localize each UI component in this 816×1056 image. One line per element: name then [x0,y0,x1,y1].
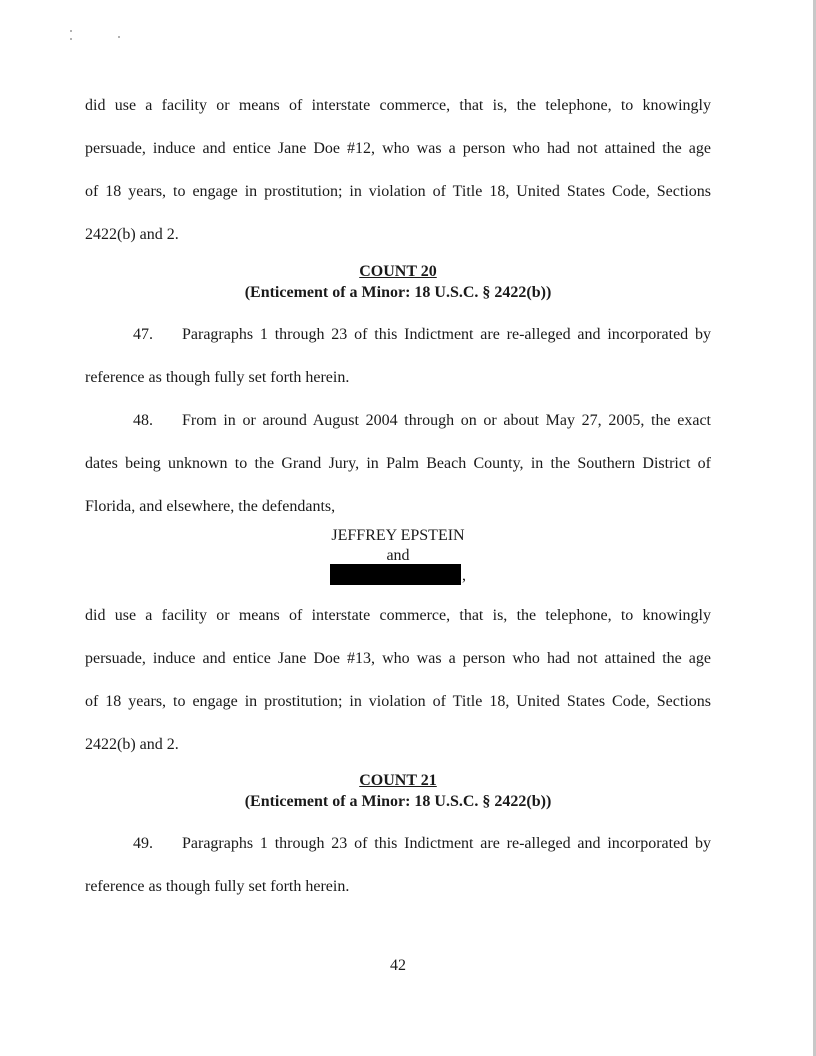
body-line: 2422(b) and 2. [85,226,179,243]
redaction-bar [330,564,461,585]
paragraph-47-line-1 [133,325,711,345]
defendant-name: JEFFREY EPSTEIN [331,527,465,544]
redaction-comma: , [462,567,466,584]
body-line: persuade, induce and entice Jane Doe #12, who was a person who had not attained the age [85,140,711,157]
scan-speck [70,30,72,32]
paragraph-49-line-1 [133,834,711,854]
count-20-title: COUNT 20 [359,263,437,280]
body-line: 2422(b) and 2. [85,736,179,753]
paragraph-number: 47. [133,326,153,343]
count-21-title: COUNT 21 [359,772,437,789]
defendant-conjunction: and [386,547,410,564]
paragraph-number: 49. [133,835,153,852]
count-20-subtitle: (Enticement of a Minor: 18 U.S.C. § 2422(b)) [244,284,552,301]
paragraph-48-line-2: dates being unknown to the Grand Jury, in Palm Beach County, in the Southern District of [85,455,711,472]
body-line: persuade, induce and entice Jane Doe #13, who was a person who had not attained the age [85,650,711,667]
body-line: of 18 years, to engage in prostitution; in violation of Title 18, United States Code, Sections [85,183,711,200]
body-line: did use a facility or means of interstate commerce, that is, the telephone, to knowingly [85,607,711,624]
body-line: of 18 years, to engage in prostitution; in violation of Title 18, United States Code, Sections [85,693,711,710]
paragraph-49-line-2: reference as though fully set forth herein. [85,878,350,895]
paragraph-48-line-1 [133,411,711,431]
paragraph-text: From in or around August 2004 through on or about May 27, 2005, the exact [182,412,711,429]
scan-speck [118,36,120,38]
paragraph-number: 48. [133,412,153,429]
count-21-subtitle: (Enticement of a Minor: 18 U.S.C. § 2422(b)) [244,793,552,810]
page-number: 42 [390,957,406,974]
paragraph-text: Paragraphs 1 through 23 of this Indictment are re-alleged and incorporated by [182,326,711,343]
paragraph-text: Paragraphs 1 through 23 of this Indictment are re-alleged and incorporated by [182,835,711,852]
paragraph-48-line-3: Florida, and elsewhere, the defendants, [85,498,336,515]
scan-speck [70,38,72,40]
body-line: did use a facility or means of interstate commerce, that is, the telephone, to knowingly [85,97,711,114]
paragraph-47-line-2: reference as though fully set forth herein. [85,369,350,386]
